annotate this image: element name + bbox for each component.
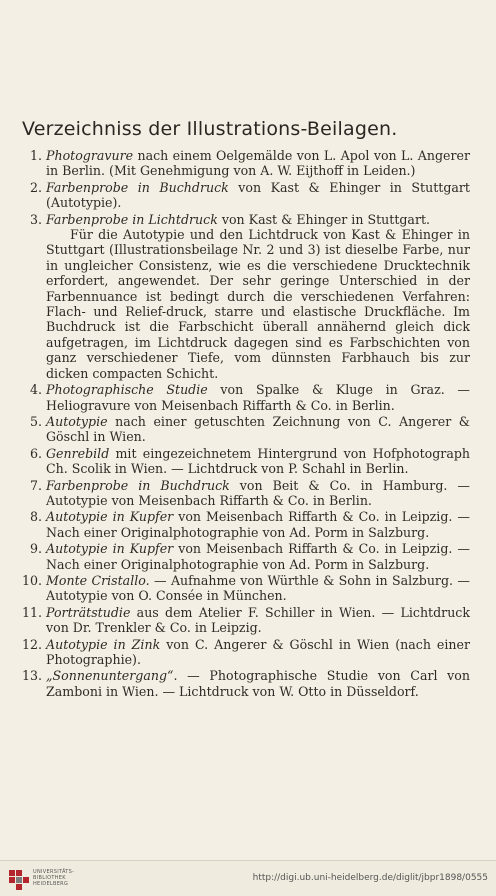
list-item [22, 148, 470, 179]
list-item-text [46, 605, 470, 636]
illustration-title: Autotypie [46, 413, 108, 429]
explanatory-paragraph: Für die Autotypie und den Lichtdruck von Kast & Ehinger in Stuttgart (Illustrationsbeilage Nr. 2 und 3) ist dieselbe Farbe, nur in ungleicher Consistenz, wie es die verschiedene Drucktechnik erfordert, angewendet. Der sehr geringe Unterschied in der Farbennuance ist bedingt durch die verschiedenen Verfahren: Flach- und Relief-druck, starre und elastische Druckfläche. Im Buchdruck ist die Farbschicht überall annähernd gleich dick aufgetragen, im Lichtdruck dagegen sind es Farbschichten von ganz verschiedener Tiefe, vom dünnsten Farbhauch bis zur dicken compacten Schicht. [46, 227, 470, 381]
list-item [22, 605, 470, 636]
list-item-number: 2. [29, 179, 42, 195]
list-item-text [46, 668, 470, 699]
illustration-credit: — Aufnahme von Würthle & Sohn in Salzburg. — Autotypie von O. Consée in München. [46, 572, 470, 604]
list-item-number: 5. [29, 413, 42, 429]
illustration-list [22, 148, 470, 700]
list-item-text [46, 414, 470, 445]
illustration-title: „Sonnenuntergang“. [46, 668, 178, 684]
list-item-number: 1. [29, 148, 42, 163]
illustration-title: Genrebild [46, 445, 110, 461]
list-item-text [46, 478, 470, 509]
list-item [22, 414, 470, 445]
library-logo-text: UNIVERSITÄTS- BIBLIOTHEK HEIDELBERG [33, 869, 75, 887]
list-item [22, 212, 470, 381]
illustration-credit: nach einer getuschten Zeichnung von C. Angerer & Göschl in Wien. [46, 413, 470, 445]
list-item-number: 10. [22, 572, 43, 588]
list-item-text [46, 573, 470, 604]
library-logo-icon [8, 869, 30, 891]
list-item [22, 637, 470, 668]
source-url-link[interactable]: http://digi.ub.uni-heidelberg.de/diglit/jbpr1898/0555 [252, 873, 488, 883]
page-title: Verzeichniss der Illustrations-Beilagen. [22, 118, 398, 140]
illustration-title: Farbenprobe in Buchdruck [46, 179, 229, 195]
illustration-title: Farbenprobe in Lichtdruck [46, 211, 218, 227]
list-item [22, 509, 470, 540]
list-item-number: 12. [22, 636, 43, 652]
list-item-number: 3. [29, 211, 42, 227]
list-item-text [46, 180, 470, 211]
illustration-title: Autotypie in Zink [46, 636, 161, 652]
list-item [22, 180, 470, 211]
illustration-title: Photographische Studie [46, 382, 208, 398]
illustration-credit: von C. Angerer & Göschl in Wien (nach einer Photographie). [46, 636, 470, 667]
illustration-credit: von Meisenbach Riffarth & Co. in Leipzig. — Nach einer Originalphotographie von Ad. Porm in Salzburg. [46, 509, 471, 540]
list-item-number: 7. [29, 477, 42, 493]
list-item [22, 478, 470, 509]
illustration-title: Porträtstudie [46, 604, 131, 620]
illustration-credit: von Beit & Co. in Hamburg. — Autotypie von Meisenbach Riffarth & Co. in Berlin. [46, 477, 470, 508]
list-item-number: 11. [22, 604, 43, 620]
illustration-credit: nach einem Oelgemälde von L. Apol von L. Angerer in Berlin. (Mit Genehmigung von A. W. Eijthoff in Leiden.) [46, 148, 470, 179]
illustration-title: Autotypie in Kupfer [46, 509, 174, 525]
illustration-title: Photogravure [46, 148, 134, 163]
list-item-number: 9. [29, 541, 42, 557]
list-item-number: 13. [22, 668, 43, 684]
illustration-credit: aus dem Atelier F. Schiller in Wien. — Lichtdruck von Dr. Trenkler & Co. in Leipzig. [46, 604, 470, 636]
list-item [22, 668, 470, 699]
illustration-title: Farbenprobe in Buchdruck [46, 477, 230, 493]
illustration-title: Monte Cristallo. [46, 572, 150, 588]
list-item-text [46, 382, 470, 413]
list-item [22, 573, 470, 604]
list-item-number: 6. [29, 445, 42, 461]
illustration-credit: — Photographische Studie von Carl von Zamboni in Wien. — Lichtdruck von W. Otto in Düsseldorf. [46, 668, 470, 699]
list-item-number: 8. [29, 509, 42, 525]
list-item [22, 382, 470, 413]
illustration-title: Autotypie in Kupfer [46, 541, 174, 557]
illustration-credit: von Meisenbach Riffarth & Co. in Leipzig. — Nach einer Originalphotographie von Ad. Porm in Salzburg. [46, 541, 471, 572]
list-item-text [46, 446, 470, 477]
list-item [22, 541, 470, 572]
list-item-number: 4. [29, 382, 42, 398]
list-item [22, 446, 470, 477]
illustration-credit: von Spalke & Kluge in Graz. — Heliogravure von Meisenbach Riffarth & Co. in Berlin. [46, 382, 470, 413]
list-item-text [46, 541, 470, 572]
list-item-text [46, 509, 470, 540]
list-item-text [46, 148, 470, 179]
illustration-credit: mit eingezeichnetem Hintergrund von Hofphotograph Ch. Scolik in Wien. — Lichtdruck von P. Schahl in Berlin. [46, 445, 470, 477]
illustration-credit: von Kast & Ehinger in Stuttgart. [217, 211, 431, 227]
illustration-credit: von Kast & Ehinger in Stuttgart (Autotypie). [46, 179, 470, 211]
list-item-text [46, 212, 470, 227]
list-item-text [46, 637, 470, 668]
footer-bar [0, 860, 496, 896]
